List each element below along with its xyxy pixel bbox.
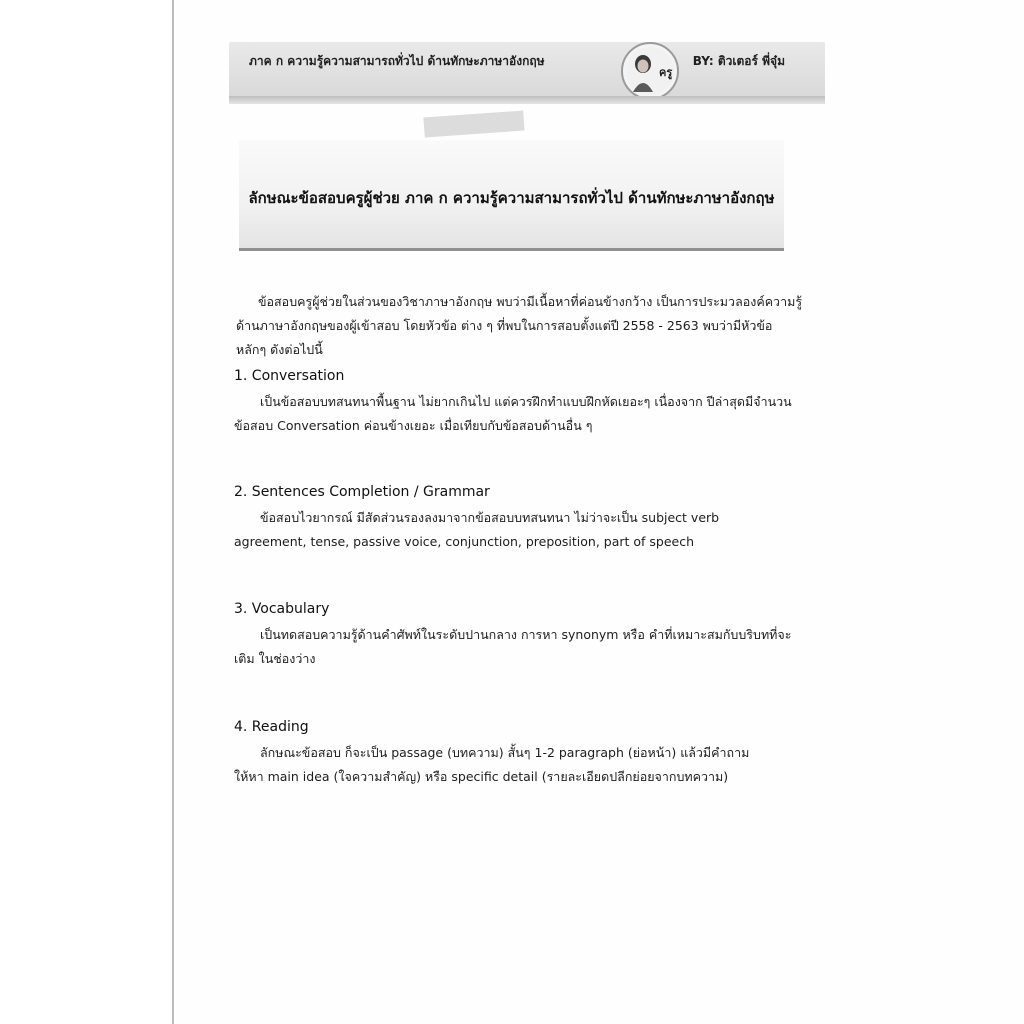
section-body-vocabulary: [234, 623, 794, 671]
document-page: [174, 0, 1024, 1024]
title-banner: [239, 140, 784, 251]
section-line: ลักษณะข้อสอบ ก็จะเป็น passage (บทความ) สั้นๆ 1-2 paragraph (ย่อหน้า) แล้วมีคำถาม: [260, 745, 750, 760]
section-line: agreement, tense, passive voice, conjunction, preposition, part of speech: [234, 534, 695, 549]
section-line: เป็นข้อสอบบทสนทนาพื้นฐาน ไม่ยากเกินไป แต่ควรฝึกทำแบบฝึกหัดเยอะๆ เนื่องจาก ปีล่าสุดมีจำนวน: [260, 394, 792, 409]
section-line: ข้อสอบ Conversation ค่อนข้างเยอะ เมื่อเทียบกับข้อสอบด้านอื่น ๆ: [234, 418, 593, 433]
section-heading-vocabulary: 3. Vocabulary: [234, 601, 330, 617]
section-heading-reading: 4. Reading: [234, 719, 309, 735]
page-binding-edge: [0, 0, 174, 1024]
header-subject-text: ภาค ก ความรู้ความสามารถทั่วไป ด้านทักษะภาษาอังกฤษ: [249, 54, 545, 68]
document-title: ลักษณะข้อสอบครูผู้ช่วย ภาค ก ความรู้ความสามารถทั่วไป ด้านทักษะภาษาอังกฤษ: [248, 189, 775, 207]
section-body-grammar: [234, 506, 794, 554]
section-body-reading: [234, 741, 794, 789]
section-line: ข้อสอบไวยากรณ์ มีสัดส่วนรองลงมาจากข้อสอบบทสนทนา ไม่ว่าจะเป็น subject verb: [260, 510, 720, 525]
section-body-conversation: [234, 390, 794, 438]
section-line: ให้หา main idea (ใจความสำคัญ) หรือ specific detail (รายละเอียดปลีกย่อยจากบทความ): [234, 769, 729, 784]
tape-mark: [423, 111, 524, 138]
logo-text: ครู: [659, 66, 673, 79]
section-line: เติม ในช่องว่าง: [234, 651, 316, 666]
section-heading-conversation: 1. Conversation: [234, 368, 345, 384]
intro-paragraph: [236, 290, 803, 362]
section-line: เป็นทดสอบความรู้ด้านคำศัพท์ในระดับปานกลาง การหา synonym หรือ คำที่เหมาะสมกับบริบทที่จะ: [260, 627, 792, 642]
intro-line: หลักๆ ดังต่อไปนี้: [236, 342, 323, 357]
intro-line: ข้อสอบครูผู้ช่วยในส่วนของวิชาภาษาอังกฤษ พบว่ามีเนื้อหาที่ค่อนข้างกว้าง เป็นการประมวลองค์ความรู้: [258, 294, 803, 309]
header-banner: [229, 42, 825, 98]
teacher-logo: [621, 42, 679, 100]
intro-line: ด้านภาษาอังกฤษของผู้เข้าสอบ โดยหัวข้อ ต่าง ๆ ที่พบในการสอบตั้งแต่ปี 2558 - 2563 พบว่ามีหัวข้อ: [236, 318, 773, 333]
section-heading-grammar: 2. Sentences Completion / Grammar: [234, 484, 490, 500]
header-author-text: BY: ติวเตอร์ พี่จุ๋ม: [692, 54, 785, 68]
